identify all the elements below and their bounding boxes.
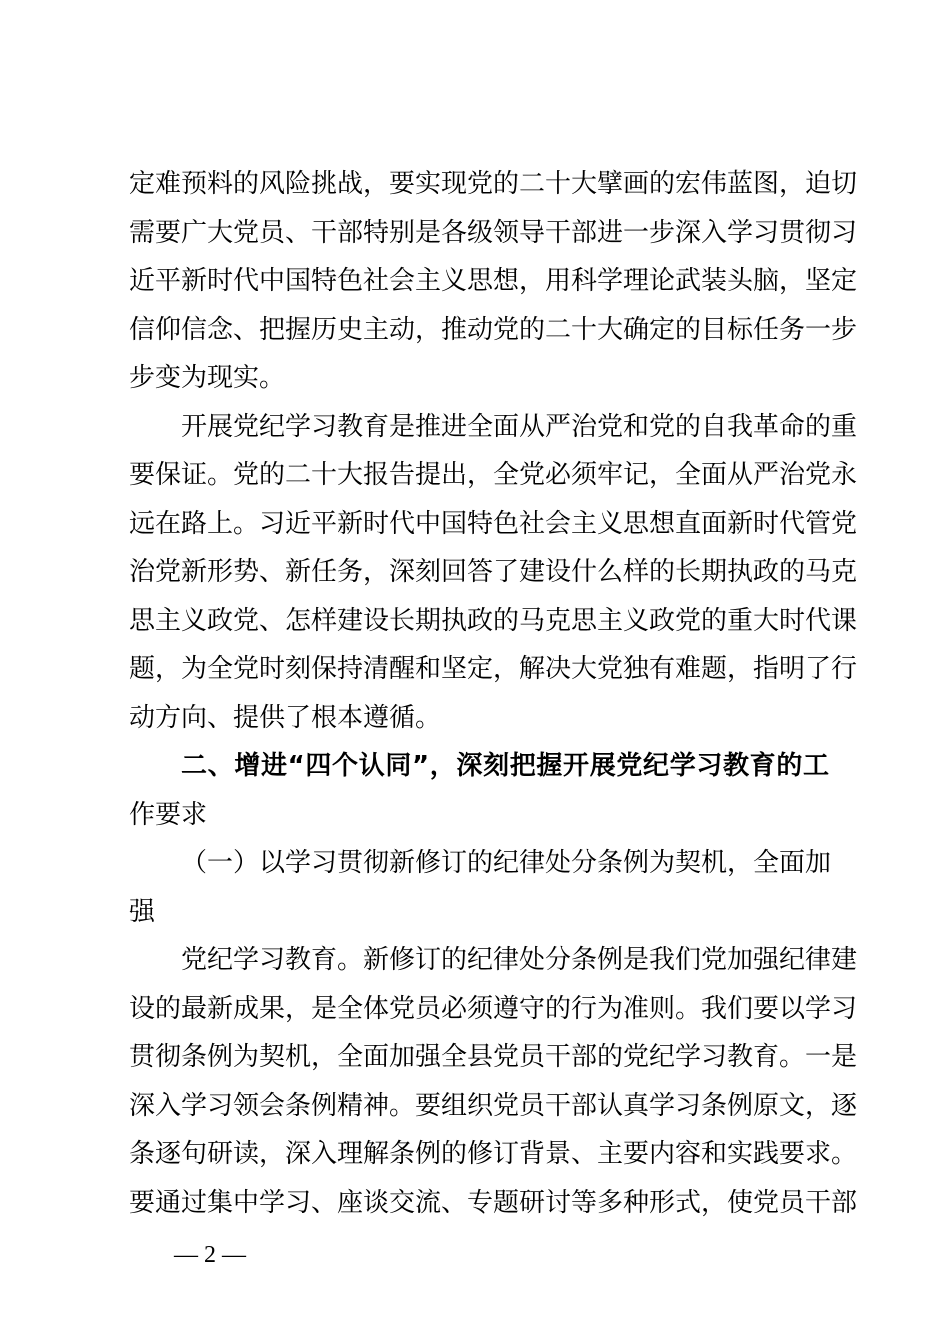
body-text-line: 贯彻条例为契机，全面加强全县党员干部的党纪学习教育。一是 xyxy=(129,1042,858,1072)
body-text-line: 近平新时代中国特色社会主义思想，用科学理论武装头脑，坚定 xyxy=(129,266,858,296)
subsection-heading-continuation: 强 xyxy=(129,896,156,927)
body-text-line: 深入学习领会条例精神。要组织党员干部认真学习条例原文，逐 xyxy=(129,1090,858,1121)
body-text-line: 动方向、提供了根本遵循。 xyxy=(129,702,442,733)
body-text-line: 步变为现实。 xyxy=(129,363,286,393)
body-text-line: 要保证。党的二十大报告提出，全党必须牢记，全面从严治党永 xyxy=(129,460,858,490)
body-text-line: 设的最新成果，是全体党员必须遵守的行为准则。我们要以学习 xyxy=(129,993,858,1024)
body-text-line: 信仰信念、把握历史主动，推动党的二十大确定的目标任务一步 xyxy=(129,314,858,345)
body-text-line: 远在路上。习近平新时代中国特色社会主义思想直面新时代管党 xyxy=(129,508,858,539)
body-text-line: 开展党纪学习教育是推进全面从严治党和党的自我革命的重 xyxy=(181,411,858,442)
body-text-line: 要通过集中学习、座谈交流、专题研讨等多种形式，使党员干部 xyxy=(129,1187,858,1218)
section-heading: 二、增进“四个认同”，深刻把握开展党纪学习教育的工 xyxy=(181,751,829,781)
section-heading-continuation: 作要求 xyxy=(129,799,208,830)
body-text-line: 党纪学习教育。新修订的纪律处分条例是我们党加强纪律建 xyxy=(181,945,858,975)
body-text-line: 条逐句研读，深入理解条例的修订背景、主要内容和实践要求。 xyxy=(129,1139,858,1169)
body-text-line: 需要广大党员、干部特别是各级领导干部进一步深入学习贯彻习 xyxy=(129,217,858,248)
page-number: — 2 — xyxy=(174,1242,246,1268)
body-text-line: 思主义政党、怎样建设长期执政的马克思主义政党的重大时代课 xyxy=(129,605,858,636)
body-text-line: 治党新形势、新任务，深刻回答了建设什么样的长期执政的马克 xyxy=(129,557,858,587)
subsection-heading: （一）以学习贯彻新修订的纪律处分条例为契机，全面加 xyxy=(181,848,832,878)
body-text-line: 定难预料的风险挑战，要实现党的二十大擘画的宏伟蓝图，迫切 xyxy=(129,169,858,199)
body-text-line: 题，为全党时刻保持清醒和坚定，解决大党独有难题，指明了行 xyxy=(129,654,858,684)
